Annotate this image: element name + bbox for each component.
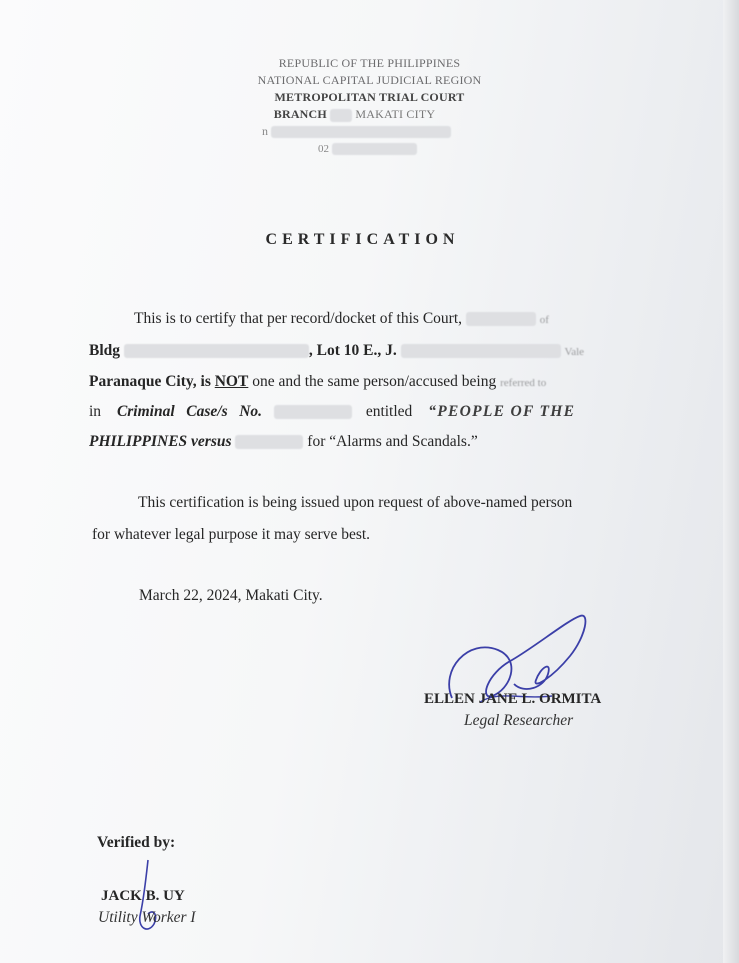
redacted-line6 <box>332 143 417 155</box>
redacted-bldg <box>124 344 309 358</box>
header-court: METROPOLITAN TRIAL COURT <box>274 90 465 104</box>
redacted-street <box>401 344 561 358</box>
signature-stroke-1 <box>449 616 585 698</box>
para1-people: “PEOPLE OF THE <box>428 403 576 420</box>
branch-label: BRANCH <box>273 107 327 121</box>
para1-line4 <box>89 403 575 421</box>
redacted-case-number <box>274 405 352 419</box>
para1-entitled: entitled <box>365 403 413 420</box>
para1-lot: , Lot 10 E., J. <box>308 342 397 359</box>
para1-line2-tail: Vale <box>564 346 585 358</box>
para1-bldg: Bldg <box>89 342 121 359</box>
branch-city: MAKATI CITY <box>355 107 436 121</box>
para1-line3-text: one and the same person/accused being <box>248 373 497 390</box>
signatory-position: Legal Researcher <box>464 712 574 729</box>
para1-line1-tail: of <box>539 314 549 326</box>
line5-fragment: n <box>262 124 268 138</box>
para2-line2: for whatever legal purpose it may serve best. <box>92 526 371 543</box>
para1-in: in <box>89 403 102 420</box>
para1-not: NOT <box>214 373 249 390</box>
para1-offense: for “Alarms and Scandals.” <box>307 433 478 450</box>
verifier-name: JACK B. UY <box>101 888 185 904</box>
redacted-branch-number <box>330 109 352 122</box>
para1-line3 <box>89 373 546 391</box>
line6-fragment: 02 <box>318 143 329 155</box>
signatory-name: ELLEN JANE L. ORMITA <box>424 691 602 707</box>
header-branch <box>0 107 724 122</box>
header-region: NATIONAL CAPITAL JUDICIAL REGION <box>257 73 482 87</box>
redacted-line5 <box>271 126 451 138</box>
para1-city: Paranaque City, is <box>89 373 215 390</box>
para2-line1: This certification is being issued upon request of above-named person <box>138 494 573 511</box>
redacted-accused <box>235 435 303 449</box>
verified-by-label: Verified by: <box>97 834 176 851</box>
para1-line3-tail: referred to <box>500 377 547 389</box>
header-line6 <box>318 143 417 155</box>
para1-line5 <box>89 433 478 451</box>
redacted-name <box>466 312 536 326</box>
para1-line1-text: This is to certify that per record/docket of this Court, <box>134 310 462 327</box>
header-republic: REPUBLIC OF THE PHILIPPINES <box>278 56 461 70</box>
paper-edge <box>723 0 739 963</box>
date-line: March 22, 2024, Makati City. <box>139 587 323 604</box>
para1-case-no: Criminal Case/s No. <box>116 403 263 420</box>
para1-line1 <box>134 310 549 328</box>
para1-line2 <box>89 342 584 360</box>
para1-philippines-versus: PHILIPPINES versus <box>89 433 232 450</box>
verifier-position: Utility Worker I <box>98 909 196 926</box>
header-line5 <box>262 124 451 139</box>
document-title: CERTIFICATION <box>265 231 460 248</box>
